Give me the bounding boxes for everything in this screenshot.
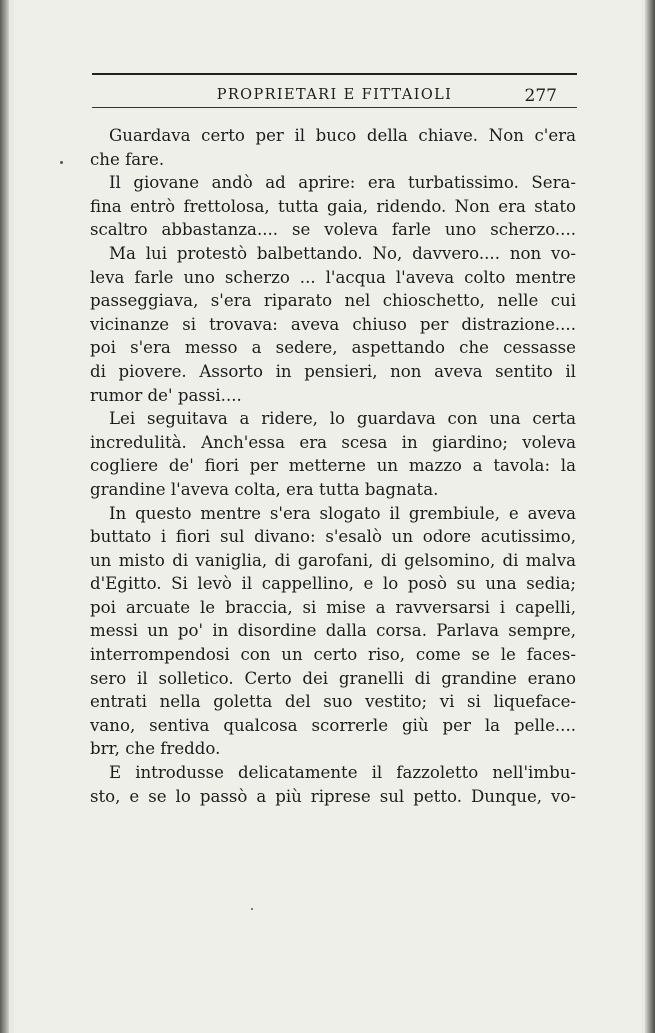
text-line: incredulità. Anch'essa era scesa in giardino; voleva xyxy=(90,432,576,452)
text-line: vano, sentiva qualcosa scorrerle giù per la pelle.... xyxy=(90,715,576,735)
text-line: fina entrò frettolosa, tutta gaia, ridendo. Non era stato xyxy=(90,196,576,216)
text-line: passeggiava, s'era riparato nel chioschetto, nelle cui xyxy=(90,291,576,311)
text-line: Lei seguitava a ridere, lo guardava con una certa xyxy=(109,409,576,429)
text-line: Ma lui protestò balbettando. No, davvero.... non vo- xyxy=(109,243,576,263)
text-line: leva farle uno scherzo ... l'acqua l'aveva colto mentre xyxy=(90,267,576,287)
text-line: brr, che freddo. xyxy=(90,739,221,759)
text-line: grandine l'aveva colta, era tutta bagnata. xyxy=(90,479,439,499)
text-line: In questo mentre s'era slogato il grembiule, e aveva xyxy=(109,503,576,523)
running-title: PROPRIETARI E FITTAIOLI xyxy=(216,87,453,103)
text-line: che fare. xyxy=(90,149,165,169)
page-number: 277 xyxy=(524,86,557,106)
text-line: sto, e se lo passò a più riprese sul petto. Dunque, vo- xyxy=(90,786,576,806)
scan-speck xyxy=(60,161,63,164)
text-line: buttato i fiori sul divano: s'esalò un odore acutissimo, xyxy=(90,527,576,547)
text-line: Il giovane andò ad aprire: era turbatissimo. Sera- xyxy=(109,173,576,193)
text-line: d'Egitto. Si levò il cappellino, e lo posò su una sedia; xyxy=(90,574,576,594)
text-line: un misto di vaniglia, di garofani, di gelsomino, di malva xyxy=(90,550,576,570)
text-line: E introdusse delicatamente il fazzoletto nell'imbu- xyxy=(109,763,576,783)
body-text xyxy=(90,124,576,808)
header-rule-bottom xyxy=(92,107,577,108)
text-line: entrati nella goletta del suo vestito; vi si liqueface- xyxy=(90,692,576,712)
text-line: scaltro abbastanza.... se voleva farle uno scherzo.... xyxy=(90,220,576,240)
scan-speck xyxy=(251,908,253,910)
text-line: di piovere. Assorto in pensieri, non aveva sentito il xyxy=(90,361,576,381)
text-line: vicinanze si trovava: aveva chiuso per distrazione.... xyxy=(90,314,576,334)
running-head xyxy=(92,84,577,106)
text-line: sero il solletico. Certo dei granelli di grandine erano xyxy=(90,668,576,688)
scan-edge-right xyxy=(645,0,655,1033)
text-line: poi s'era messo a sedere, aspettando che cessasse xyxy=(90,338,576,358)
text-line: Guardava certo per il buco della chiave. Non c'era xyxy=(109,126,576,145)
header-rule-top xyxy=(92,73,577,75)
text-line: poi arcuate le braccia, si mise a ravversarsi i capelli, xyxy=(90,597,576,617)
text-line: cogliere de' fiori per metterne un mazzo a tavola: la xyxy=(90,456,576,476)
text-line: rumor de' passi.... xyxy=(90,385,242,405)
text-line: messi un po' in disordine dalla corsa. Parlava sempre, xyxy=(90,621,576,641)
scan-edge-left xyxy=(0,0,9,1033)
text-line: interrompendosi con un certo riso, come se le faces- xyxy=(90,645,576,665)
